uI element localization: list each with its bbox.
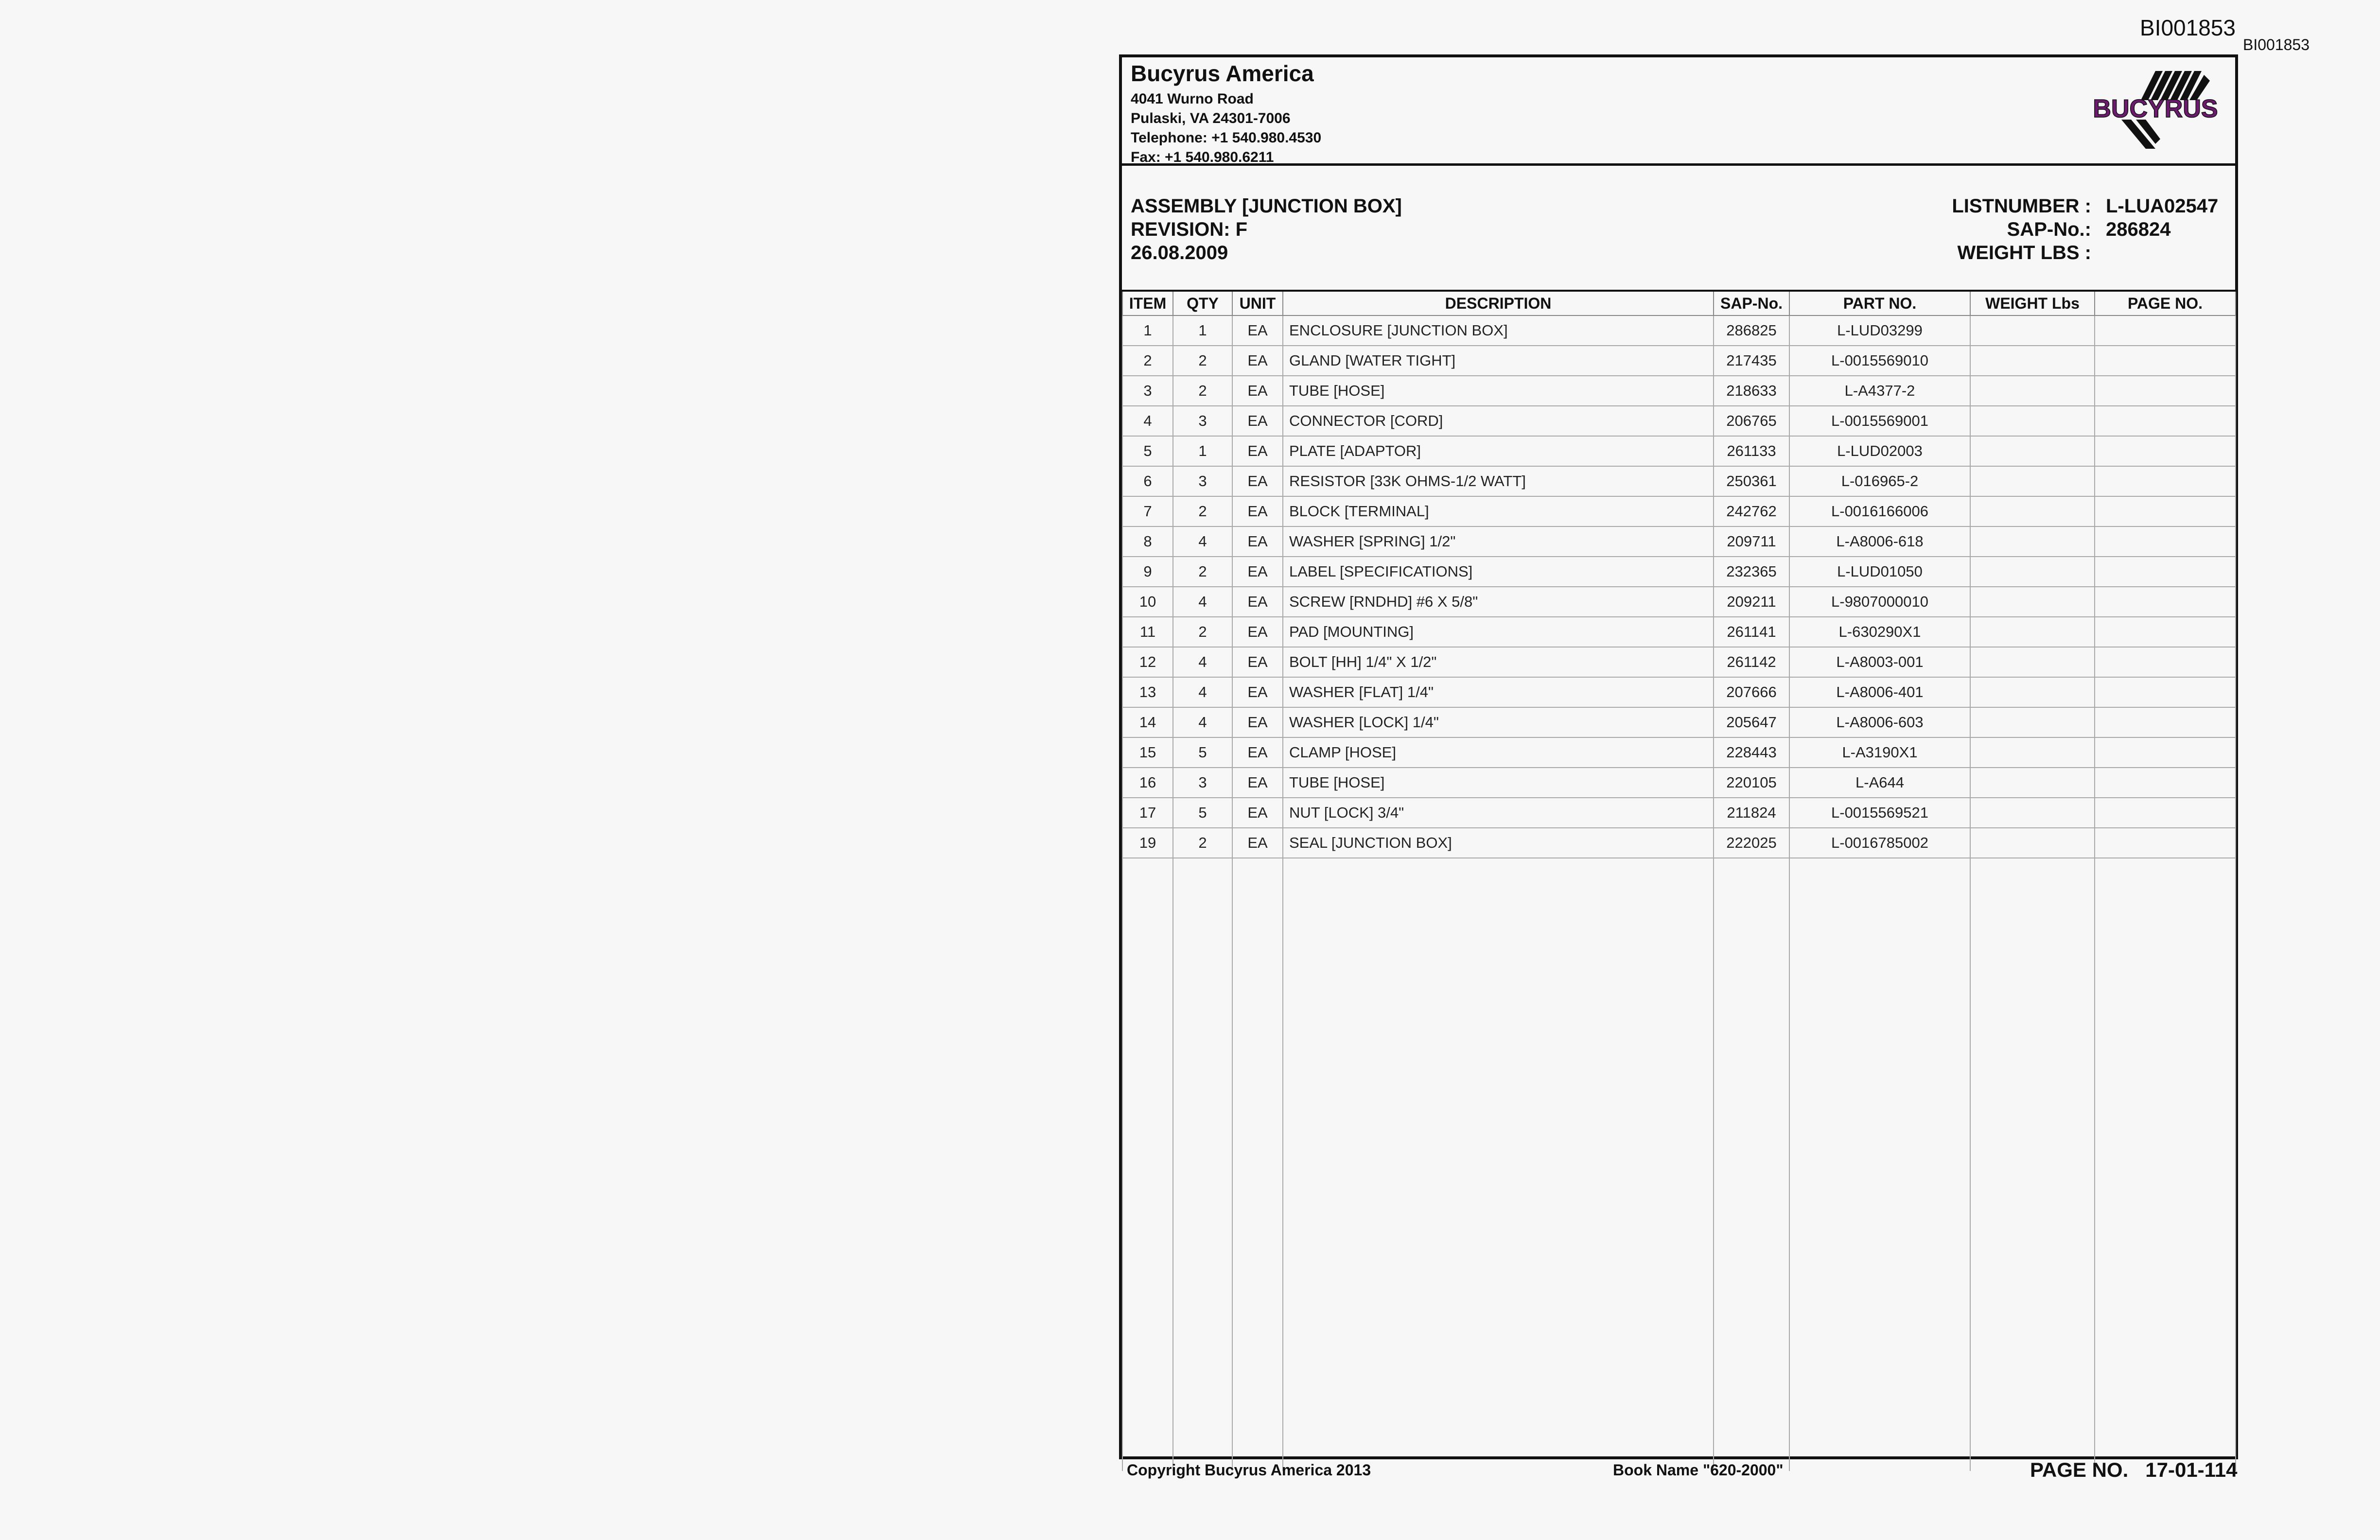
table-row [1122,557,2236,587]
table-row [1122,406,2236,436]
cell-unit: EA [1232,526,1283,557]
cell-part-no: L-0015569521 [1789,798,1970,828]
table-row [1122,526,2236,557]
header-item: ITEM [1122,291,1173,315]
parts-list-sheet [1119,54,2238,1459]
table-row [1122,737,2236,768]
cell-qty: 3 [1173,466,1232,496]
company-header [1122,57,2235,166]
cell-sap-no: 206765 [1714,406,1789,436]
cell-qty: 1 [1173,436,1232,466]
cell-sap-no: 211824 [1714,798,1789,828]
cell-sap-no: 217435 [1714,346,1789,376]
cell-item: 3 [1122,376,1173,406]
filler-cell [1970,858,2095,1471]
cell-sap-no: 242762 [1714,496,1789,526]
list-info [1952,194,2222,264]
cell-weight [1970,617,2095,647]
cell-page-no [2095,768,2236,798]
table-row [1122,617,2236,647]
cell-item: 6 [1122,466,1173,496]
cell-description: WASHER [SPRING] 1/2" [1283,526,1714,557]
company-fax: Fax: +1 540.980.6211 [1131,149,1274,165]
cell-description: CONNECTOR [CORD] [1283,406,1714,436]
cell-unit: EA [1232,647,1283,677]
cell-page-no [2095,617,2236,647]
filler-cell [1714,858,1789,1471]
cell-qty: 2 [1173,376,1232,406]
cell-item: 11 [1122,617,1173,647]
cell-sap-no: 228443 [1714,737,1789,768]
company-name: Bucyrus America [1131,61,1314,86]
cell-description: NUT [LOCK] 3/4" [1283,798,1714,828]
cell-unit: EA [1232,587,1283,617]
cell-description: RESISTOR [33K OHMS-1/2 WATT] [1283,466,1714,496]
cell-qty: 5 [1173,737,1232,768]
cell-description: WASHER [LOCK] 1/4" [1283,707,1714,737]
cell-weight [1970,406,2095,436]
cell-weight [1970,436,2095,466]
table-row [1122,677,2236,707]
cell-part-no: L-0016785002 [1789,828,1970,858]
cell-unit: EA [1232,617,1283,647]
cell-unit: EA [1232,466,1283,496]
cell-qty: 2 [1173,617,1232,647]
cell-page-no [2095,798,2236,828]
book-name: Book Name "620-2000" [1613,1461,1784,1479]
filler-cell [1789,858,1970,1471]
cell-item: 9 [1122,557,1173,587]
cell-qty: 4 [1173,677,1232,707]
cell-unit: EA [1232,828,1283,858]
cell-part-no: L-A4377-2 [1789,376,1970,406]
cell-part-no: L-A8003-001 [1789,647,1970,677]
sap-number-label: SAP-No.: [2007,219,2091,240]
cell-page-no [2095,496,2236,526]
cell-page-no [2095,707,2236,737]
cell-sap-no: 250361 [1714,466,1789,496]
cell-sap-no: 207666 [1714,677,1789,707]
sap-number-value: 286824 [2106,219,2171,240]
cell-page-no [2095,737,2236,768]
cell-unit: EA [1232,436,1283,466]
cell-item: 4 [1122,406,1173,436]
cell-weight [1970,707,2095,737]
cell-item: 17 [1122,798,1173,828]
table-row [1122,346,2236,376]
cell-item: 10 [1122,587,1173,617]
cell-weight [1970,587,2095,617]
cell-unit: EA [1232,315,1283,346]
assembly-title: ASSEMBLY [JUNCTION BOX] [1131,195,1402,217]
cell-qty: 5 [1173,798,1232,828]
cell-description: BOLT [HH] 1/4" X 1/2" [1283,647,1714,677]
table-filler-row [1122,858,2236,1471]
cell-description: SCREW [RNDHD] #6 X 5/8" [1283,587,1714,617]
company-address-2: Pulaski, VA 24301-7006 [1131,110,1291,126]
cell-item: 8 [1122,526,1173,557]
cell-part-no: L-0015569010 [1789,346,1970,376]
cell-sap-no: 222025 [1714,828,1789,858]
weight-label: WEIGHT LBS : [1957,242,2091,263]
header-unit: UNIT [1232,291,1283,315]
cell-sap-no: 220105 [1714,768,1789,798]
cell-page-no [2095,526,2236,557]
cell-item: 15 [1122,737,1173,768]
cell-page-no [2095,315,2236,346]
cell-qty: 4 [1173,647,1232,677]
cell-part-no: L-0015569001 [1789,406,1970,436]
cell-description: ENCLOSURE [JUNCTION BOX] [1283,315,1714,346]
cell-weight [1970,557,2095,587]
table-row [1122,496,2236,526]
cell-description: LABEL [SPECIFICATIONS] [1283,557,1714,587]
cell-item: 12 [1122,647,1173,677]
cell-part-no: L-016965-2 [1789,466,1970,496]
table-row [1122,768,2236,798]
header-sap-no: SAP-No. [1714,291,1789,315]
cell-sap-no: 261141 [1714,617,1789,647]
cell-qty: 4 [1173,587,1232,617]
cell-weight [1970,828,2095,858]
page-number [2030,1458,2237,1482]
cell-item: 19 [1122,828,1173,858]
cell-sap-no: 261133 [1714,436,1789,466]
cell-page-no [2095,436,2236,466]
cell-page-no [2095,346,2236,376]
filler-cell [1173,858,1232,1471]
company-address-1: 4041 Wurno Road [1131,91,1254,107]
header-qty: QTY [1173,291,1232,315]
cell-sap-no: 205647 [1714,707,1789,737]
list-number-label: LISTNUMBER : [1952,195,2091,217]
cell-part-no: L-A3190X1 [1789,737,1970,768]
cell-weight [1970,768,2095,798]
cell-description: SEAL [JUNCTION BOX] [1283,828,1714,858]
cell-description: PLATE [ADAPTOR] [1283,436,1714,466]
cell-weight [1970,315,2095,346]
filler-cell [1283,858,1714,1471]
table-row [1122,798,2236,828]
cell-unit: EA [1232,406,1283,436]
cell-qty: 2 [1173,346,1232,376]
cell-part-no: L-0016166006 [1789,496,1970,526]
table-row [1122,587,2236,617]
header-description: DESCRIPTION [1283,291,1714,315]
assembly-info [1131,194,1402,264]
cell-unit: EA [1232,768,1283,798]
cell-description: PAD [MOUNTING] [1283,617,1714,647]
cell-part-no: L-630290X1 [1789,617,1970,647]
cell-qty: 4 [1173,526,1232,557]
table-row [1122,707,2236,737]
cell-qty: 4 [1173,707,1232,737]
cell-page-no [2095,406,2236,436]
cell-item: 2 [1122,346,1173,376]
cell-unit: EA [1232,376,1283,406]
header-part-no: PART NO. [1789,291,1970,315]
cell-description: WASHER [FLAT] 1/4" [1283,677,1714,707]
bucyrus-logo-icon [2082,66,2228,154]
cell-item: 14 [1122,707,1173,737]
cell-page-no [2095,647,2236,677]
cell-item: 13 [1122,677,1173,707]
cell-description: CLAMP [HOSE] [1283,737,1714,768]
cell-part-no: L-9807000010 [1789,587,1970,617]
cell-item: 16 [1122,768,1173,798]
cell-weight [1970,376,2095,406]
table-row [1122,466,2236,496]
table-header-row [1122,291,2236,315]
table-row [1122,315,2236,346]
table-row [1122,828,2236,858]
list-number-value: L-LUA02547 [2106,195,2219,217]
cell-weight [1970,647,2095,677]
assembly-revision: REVISION: F [1131,219,1248,240]
cell-unit: EA [1232,798,1283,828]
parts-table [1122,290,2236,1471]
cell-qty: 1 [1173,315,1232,346]
cell-weight [1970,677,2095,707]
bates-number: BI001853 [2140,15,2236,40]
cell-page-no [2095,557,2236,587]
header-weight: WEIGHT Lbs [1970,291,2095,315]
cell-part-no: L-A8006-618 [1789,526,1970,557]
table-row [1122,647,2236,677]
cell-description: TUBE [HOSE] [1283,376,1714,406]
cell-weight [1970,346,2095,376]
cell-unit: EA [1232,707,1283,737]
page-number-value: 17-01-114 [2145,1458,2238,1481]
cell-sap-no: 286825 [1714,315,1789,346]
cell-qty: 3 [1173,406,1232,436]
cell-item: 7 [1122,496,1173,526]
company-telephone: Telephone: +1 540.980.4530 [1131,130,1322,146]
parts-table-body [1122,315,2236,1471]
parts-table-container [1122,290,2235,1456]
cell-part-no: L-A644 [1789,768,1970,798]
cell-item: 1 [1122,315,1173,346]
filler-cell [2095,858,2236,1471]
page-number-label: PAGE NO. [2030,1458,2129,1481]
cell-sap-no: 209711 [1714,526,1789,557]
bates-number-small: BI001853 [2243,36,2310,53]
logo-text: BUCYRUS [2093,95,2218,123]
cell-part-no: L-LUD02003 [1789,436,1970,466]
cell-qty: 2 [1173,496,1232,526]
cell-page-no [2095,587,2236,617]
cell-unit: EA [1232,496,1283,526]
cell-page-no [2095,828,2236,858]
cell-weight [1970,737,2095,768]
cell-weight [1970,496,2095,526]
cell-item: 5 [1122,436,1173,466]
cell-part-no: L-A8006-401 [1789,677,1970,707]
cell-sap-no: 261142 [1714,647,1789,677]
cell-weight [1970,466,2095,496]
header-page-no: PAGE NO. [2095,291,2236,315]
table-row [1122,376,2236,406]
cell-page-no [2095,466,2236,496]
cell-weight [1970,526,2095,557]
filler-cell [1232,858,1283,1471]
cell-part-no: L-LUD03299 [1789,315,1970,346]
cell-page-no [2095,677,2236,707]
assembly-date: 26.08.2009 [1131,242,1228,263]
table-row [1122,436,2236,466]
cell-unit: EA [1232,346,1283,376]
cell-sap-no: 218633 [1714,376,1789,406]
company-block [1131,60,1321,167]
cell-weight [1970,798,2095,828]
filler-cell [1122,858,1173,1471]
cell-qty: 3 [1173,768,1232,798]
cell-sap-no: 232365 [1714,557,1789,587]
cell-description: GLAND [WATER TIGHT] [1283,346,1714,376]
cell-unit: EA [1232,677,1283,707]
cell-page-no [2095,376,2236,406]
cell-sap-no: 209211 [1714,587,1789,617]
cell-qty: 2 [1173,557,1232,587]
cell-part-no: L-LUD01050 [1789,557,1970,587]
cell-unit: EA [1232,737,1283,768]
cell-description: TUBE [HOSE] [1283,768,1714,798]
cell-description: BLOCK [TERMINAL] [1283,496,1714,526]
cell-part-no: L-A8006-603 [1789,707,1970,737]
copyright-text: Copyright Bucyrus America 2013 [1127,1461,1371,1479]
cell-qty: 2 [1173,828,1232,858]
cell-unit: EA [1232,557,1283,587]
